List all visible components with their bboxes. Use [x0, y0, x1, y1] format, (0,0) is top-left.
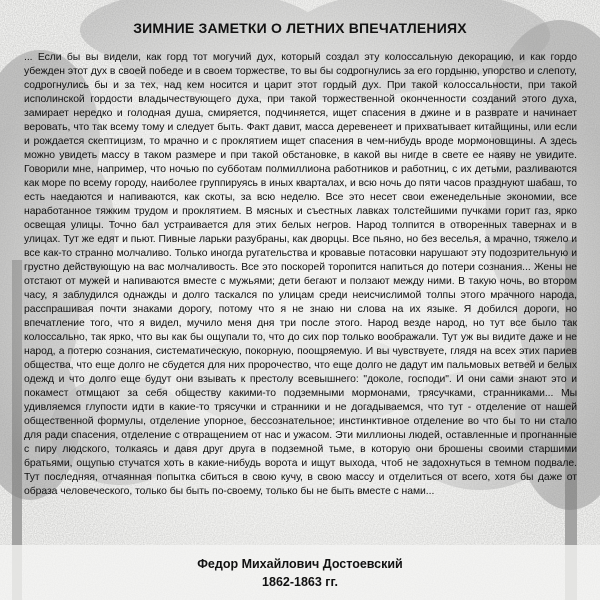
- author-name: Федор Михайлович Достоевский: [197, 557, 403, 571]
- document-title: ЗИМНИЕ ЗАМЕТКИ О ЛЕТНИХ ВПЕЧАТЛЕНИЯХ: [133, 20, 467, 36]
- body-paragraph: ... Если бы вы видели, как горд тот могучий дух, который создал эту колоссальную декорацию, и как гордо убежден этот дух в своей победе и в своем торжестве, то вы бы содрогнулись за его гордыню, упорство и слепоту, содрогнулись бы и за тех, над кем носится и царит этот гордый дух. При такой колоссальности, при такой исполинской гордости владычествующего духа, при такой торжественной оконченности созданий этого духа, замирает нередко и голодная душа, смиряется, подчиняется, ищет спасения в джине и в разврате и начинает веровать, что так всему тому и следует быть. Факт давит, масса деревенеет и прихватывает китайщины, или если и рождается скептицизм, то мрачно и с проклятием ищет спасения в чем-нибудь вроде мормоновщины. А здесь можно увидеть массу в таком размере и при такой обстановке, в какой вы нигде в свете ее наяву не увидите. Говорили мне, например, что ночью по субботам полмиллиона работников и работниц, с их детьми, разливаются как море по всему городу, наиболее группируясь в иных кварталах, и всю ночь до пяти часов празднуют шабаш, то есть наедаются и напиваются, как скоты, за всю неделю. Все это несет свои еженедельные экономии, все наработанное тяжким трудом и проклятием. В мясных и съестных лавках толстейшими пучками горит газ, ярко освещая улицы. Точно бал устраивается для этих белых негров. Народ толпится в отворенных тавернах и в улицах. Тут же едят и пьют. Пивные ларьки разубраны, как дворцы. Все пьяно, но без веселья, а мрачно, тяжело и все как-то странно молчаливо. Только иногда ругательства и кровавые потасовки нарушают эту подозрительную и грустно действующую на вас молчаливость. Все это поскорей торопится напиться до потери сознания... Жены не отстают от мужей и напиваются вместе с мужьями; дети бегают и ползают между ними. В такую ночь, во втором часу, я заблудился однажды и долго таскался по улицам среди неисчислимой толпы этого мрачного народа, расспрашивая почти знаками дорогу, потому что я не знаю ни слова на их языке. Я добился дороги, но впечатление того, что я видел, мучило меня дня три после этого. Народ везде народ, но тут все было так колоссально, так ярко, что вы как бы ощупали то, что до сих пор только воображали. Тут уж вы видите даже и не народ, а потерю сознания, систематическую, покорную, поощряемую. И вы чувствуете, глядя на всех этих париев общества, что еще долго не сбудется для них пророчество, что еще долго не дадут им пальмовых ветвей и белых одежд и что долго еще будут они взывать к престолу всевышнего: "доколе, господи". И они сами знают это и покамест отмщают за себя обществу какими-то подземными мормонами, трясучками, странниками... Мы удивляемся глупости идти в какие-то трясучки и странники и не догадываемся, что тут - отделение от нашей общественной формулы, отделение упорное, бессознательное; инстинктивное отделение во что бы то ни стало для ради спасения, отделение с отвращением от нас и ужасом. Эти миллионы людей, оставленные и прогнанные с пиру людского, толкаясь и давя друг друга в подземной тьме, в которую они брошены своими старшими братьями, ощупью стучатся хоть в какие-нибудь ворота и ищут выхода, чтоб не задохнуться в темном подвале. Тут последняя, отчаянная попытка сбиться в свою кучу, в свою массу и отделиться от всего, хотя бы даже от образа человеческого, только бы быть по-своему, только бы не быть вместе с нами...: [24, 52, 577, 497]
- date-range: 1862-1863 гг.: [262, 575, 338, 589]
